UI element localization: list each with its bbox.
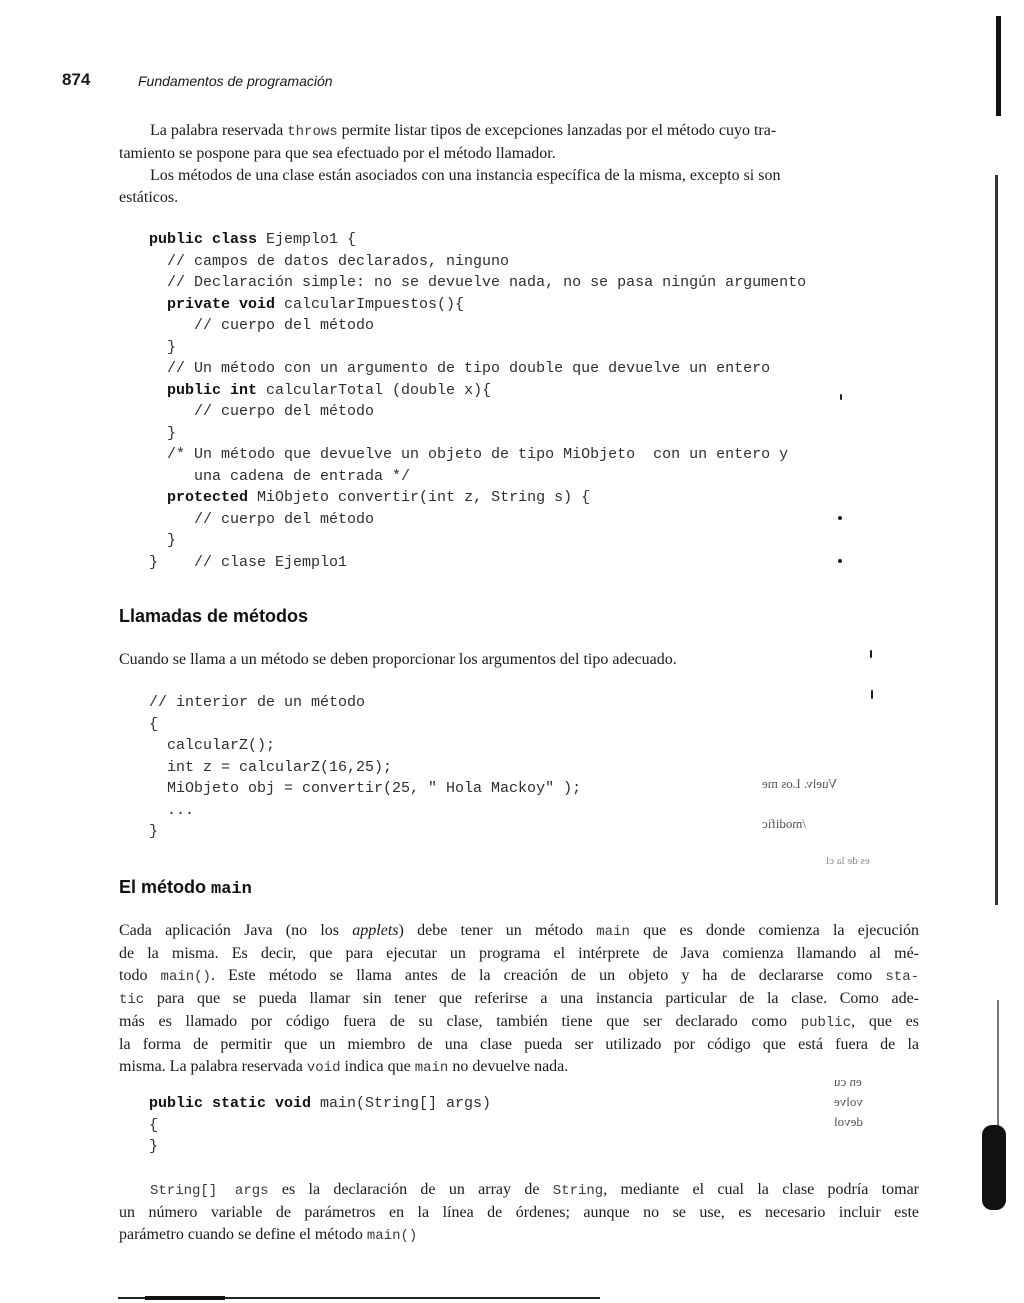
code-line [149, 251, 806, 273]
text-run: de la misma. Es decir, que para ejecutar un programa el intérprete de Java comienza llamando al mé- [119, 945, 919, 962]
text-run: , que es [851, 1013, 920, 1030]
running-title: Fundamentos de programación [138, 73, 333, 89]
code-text: main(String[] args) [311, 1095, 492, 1112]
text-run: para que se pueda llamar sin tener que referirse a una instancia particular de la clase. Como ade- [144, 990, 919, 1007]
paragraph-line [119, 1056, 919, 1079]
code-text: } [149, 338, 177, 356]
code-text: calcularTotal (double x){ [257, 381, 492, 399]
code-line: calcularZ(); [149, 737, 276, 754]
code-text: } [149, 424, 177, 442]
code-text: // Declaración simple: no se devuelve nada, no se pasa ningún argumento [149, 274, 807, 291]
paragraph-line [119, 1011, 919, 1034]
code-text: MiObjeto convertir(int z, String s) { [248, 489, 591, 506]
code-text: // cuerpo del método [149, 317, 375, 334]
inline-code: String [552, 1183, 604, 1199]
text-run: es la declaración de un array de [268, 1181, 553, 1198]
intro-line-1 [119, 120, 919, 143]
inline-code: tic [119, 992, 145, 1008]
bleed-through-text: volve [834, 1094, 863, 1109]
text-run: que es donde comienza la ejecución [629, 922, 920, 939]
text-run: todo [119, 967, 161, 984]
inline-code: throws [287, 124, 338, 140]
section-heading-method-calls: Llamadas de métodos [119, 606, 309, 626]
code-line [149, 552, 806, 574]
bleed-through-text: en cu [834, 1074, 862, 1089]
code-line [149, 380, 806, 402]
code-line [149, 1136, 491, 1158]
code-line [149, 509, 806, 531]
text-run: ) debe tener un método [398, 922, 597, 939]
code-line [149, 487, 806, 509]
inline-code: void [306, 1060, 341, 1076]
code-text: // campos de datos declarados, ninguno [149, 252, 510, 270]
scan-speck [871, 690, 873, 699]
scan-edge-mark [996, 16, 1001, 116]
code-text: } [149, 1138, 159, 1155]
inline-code: main() [160, 969, 211, 985]
paragraph-line [119, 1224, 919, 1247]
method-calls-paragraph [119, 649, 919, 671]
inline-code: public [800, 1015, 852, 1031]
code-keyword: public static void [149, 1095, 312, 1112]
paragraph-line [119, 1179, 919, 1202]
page-number: 874 [62, 70, 91, 89]
text-run: un número variable de parámetros en la línea de órdenes; aunque no se use, es necesario incluir este [119, 1204, 919, 1221]
paragraph-line [119, 920, 919, 943]
code-text: /* Un método que devuelve un objeto de tipo MiObjeto con un entero y [149, 446, 789, 463]
code-line [149, 466, 806, 488]
intro-paragraph [119, 120, 919, 209]
text-run: no devuelve nada. [448, 1058, 569, 1075]
scan-speck [838, 516, 842, 520]
bleed-through-text: es de la cl [826, 855, 870, 867]
paragraph-line [119, 1202, 919, 1224]
code-text: Ejemplo1 { [257, 231, 357, 248]
bleed-through-text: devol [834, 1114, 863, 1129]
scan-edge-mark [995, 175, 998, 905]
paragraph-line [119, 988, 919, 1011]
paragraph-line [119, 1034, 919, 1056]
code-line: { [149, 715, 159, 733]
code-text: } [149, 532, 177, 549]
main-method-paragraph [119, 920, 919, 1079]
inline-code: main() [366, 1228, 418, 1244]
code-text: { [149, 1116, 159, 1134]
code-block-main-signature [149, 1093, 491, 1158]
bleed-through-text: /modific [762, 816, 807, 831]
scan-edge-mark [997, 1000, 999, 1130]
section-heading-main-method [119, 877, 252, 899]
text-run: Cada aplicación Java (no los [119, 922, 353, 939]
scan-speck [840, 394, 842, 400]
intro-line-3: Los métodos de una clase están asociados con una instancia específica de la misma, excepto si son [150, 167, 781, 184]
heading-text: El método [119, 877, 212, 897]
code-text: // cuerpo del método [149, 510, 375, 528]
text-run: La palabra reservada [150, 122, 288, 139]
code-line [149, 358, 806, 380]
heading-code: main [211, 880, 252, 899]
scan-speck [838, 559, 842, 563]
code-text: // Un método con un argumento de tipo double que devuelve un entero [149, 360, 771, 377]
code-line: } [149, 823, 159, 840]
code-line: int z = calcularZ(16,25); [149, 758, 393, 776]
scan-speck [870, 650, 872, 658]
text-run: indica que [340, 1058, 415, 1075]
code-line [149, 337, 806, 359]
closing-paragraph [119, 1179, 919, 1247]
code-line [149, 272, 806, 294]
text-run: parámetro cuando se define el método [119, 1226, 367, 1243]
inline-code: main [596, 924, 630, 940]
code-keyword: private void [149, 295, 276, 313]
text-run: la forma de permitir que un miembro de una clase pueda ser utilizado por código que está fuera de la [119, 1036, 919, 1053]
code-line [149, 229, 806, 251]
scan-blot [982, 1125, 1006, 1210]
intro-line-4: estáticos. [119, 189, 179, 206]
code-keyword: public class [149, 231, 258, 248]
inline-code: sta- [885, 969, 919, 985]
code-line [149, 315, 806, 337]
bottom-rule-accent [145, 1296, 225, 1300]
code-line: ... [149, 801, 195, 819]
bleed-through-text: Vuelv. Los me [762, 776, 838, 791]
code-line [149, 1115, 491, 1137]
code-line [149, 444, 806, 466]
paragraph-line [119, 965, 919, 988]
code-line: MiObjeto obj = convertir(25, " Hola Mackoy" ); [149, 780, 582, 797]
text-run: permite listar tipos de excepciones lanzadas por el método cuyo tra- [337, 122, 777, 139]
code-line: // interior de un método [149, 694, 366, 711]
code-keyword: public int [149, 381, 258, 399]
text-run: más es llamado por código fuera de su clase, también tiene que ser declarado como [119, 1013, 801, 1030]
code-text: // cuerpo del método [149, 403, 375, 420]
text-run: misma. La palabra reservada [119, 1058, 307, 1075]
code-block-method-calls [149, 692, 581, 843]
code-text: calcularImpuestos(){ [275, 295, 465, 313]
code-block-class-example [149, 229, 806, 573]
code-text: } // clase Ejemplo1 [149, 553, 348, 571]
intro-line-2: tamiento se pospone para que sea efectuado por el método llamador. [119, 145, 556, 162]
method-calls-text: Cuando se llama a un método se deben proporcionar los argumentos del tipo adecuado. [119, 651, 677, 668]
inline-code: main [414, 1060, 449, 1076]
code-line [149, 530, 806, 552]
emphasis: applets [352, 922, 399, 939]
code-line [149, 423, 806, 445]
text-run: , mediante el cual la clase podría tomar [603, 1181, 919, 1198]
code-line [149, 294, 806, 316]
inline-code: String[] args [150, 1183, 269, 1199]
text-run: . Este método se llama antes de la creación de un objeto y ha de declararse como [210, 967, 886, 984]
code-line [149, 1093, 491, 1115]
code-keyword: protected [149, 489, 249, 506]
code-line [149, 401, 806, 423]
code-text: una cadena de entrada */ [149, 467, 411, 485]
paragraph-line [119, 943, 919, 965]
